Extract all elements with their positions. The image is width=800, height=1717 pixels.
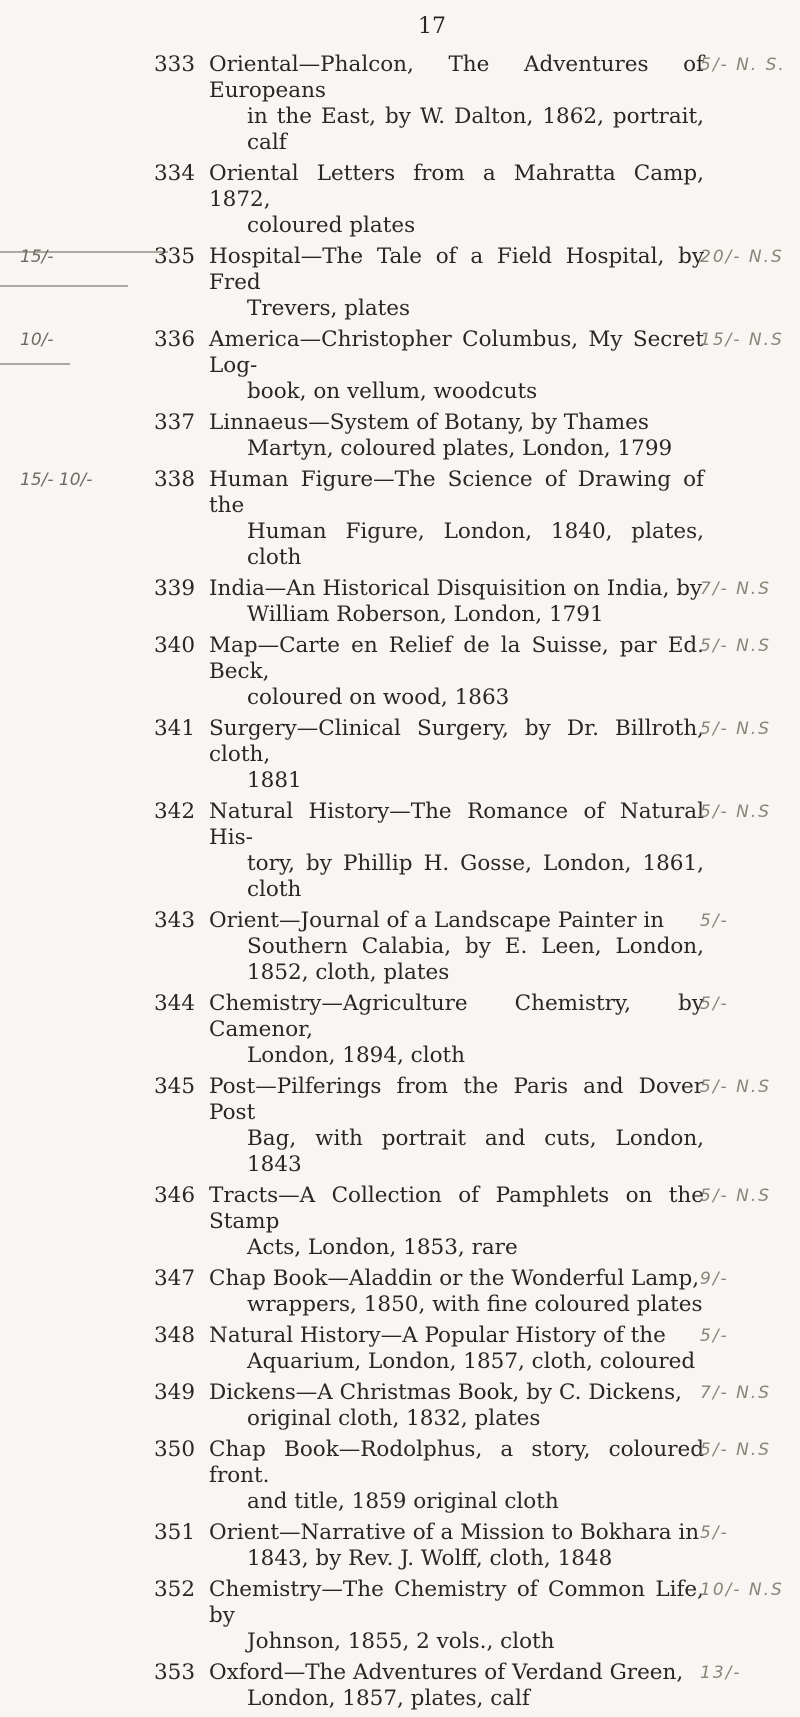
lot-continuation-line: Martyn, coloured plates, London, 1799 (247, 436, 673, 461)
lot-continuation-line: original cloth, 1832, plates (247, 1406, 541, 1431)
lot-continuation-line: London, 1894, cloth (247, 1043, 466, 1068)
lot-description (209, 1520, 704, 1572)
lot-description (209, 908, 704, 986)
handwritten-margin-note: 15/- (20, 247, 54, 267)
lot-description (209, 716, 704, 794)
catalogue-entry (0, 1323, 800, 1375)
catalogue-entries (0, 52, 800, 1717)
lot-number: 350 (154, 1437, 196, 1462)
lot-title-line: Orient—Narrative of a Mission to Bokhara in (209, 1520, 700, 1545)
handwritten-price: 5/- (700, 994, 729, 1014)
lot-description (209, 244, 704, 322)
handwritten-price: 5/- N.S (700, 1186, 771, 1206)
catalogue-entry (0, 716, 800, 794)
handwritten-price: 5/- (700, 1326, 729, 1346)
lot-continuation-line: book, on vellum, woodcuts (247, 379, 538, 404)
catalogue-entry (0, 799, 800, 903)
lot-continuation-line: wrappers, 1850, with fine coloured plates (247, 1292, 703, 1317)
lot-title-line: Map—Carte en Relief de la Suisse, par Ed. Beck, (209, 633, 704, 684)
lot-title-line: America—Christopher Columbus, My Secret Log- (209, 327, 704, 378)
lot-title-line: Surgery—Clinical Surgery, by Dr. Billroth, cloth, (209, 716, 704, 767)
lot-number: 348 (154, 1323, 196, 1348)
handwritten-price: 9/- (700, 1269, 729, 1289)
lot-title-line: Natural History—A Popular History of the (209, 1323, 666, 1348)
lot-title-line: Natural History—The Romance of Natural His- (209, 799, 704, 850)
catalogue-entry (0, 576, 800, 628)
lot-number: 346 (154, 1183, 196, 1208)
lot-title-line: India—An Historical Disquisition on India, by (209, 576, 703, 601)
lot-title-line: Chemistry—The Chemistry of Common Life, by (209, 1577, 704, 1628)
lot-description (209, 1380, 704, 1432)
handwritten-price: 7/- N.S (700, 1383, 771, 1403)
lot-number: 347 (154, 1266, 196, 1291)
handwritten-price: 20/- N.S (700, 247, 784, 267)
catalogue-entry (0, 908, 800, 986)
lot-continuation-line: Southern Calabia, by E. Leen, London, 1852, cloth, plates (247, 934, 704, 985)
lot-continuation-line: London, 1857, plates, calf (247, 1686, 530, 1711)
catalogue-entry (0, 1074, 800, 1178)
lot-description (209, 799, 704, 903)
lot-number: 342 (154, 799, 196, 824)
lot-number: 338 (154, 467, 196, 492)
lot-number: 337 (154, 410, 196, 435)
lot-continuation-line: Trevers, plates (247, 296, 411, 321)
handwritten-price: 5/- N. S. (700, 55, 786, 75)
lot-description (209, 633, 704, 711)
lot-continuation-line: tory, by Phillip H. Gosse, London, 1861, cloth (247, 851, 704, 902)
catalogue-entry (0, 1577, 800, 1655)
handwritten-price: 15/- N.S (700, 330, 784, 350)
handwritten-margin-note: 10/- (20, 330, 54, 350)
lot-number: 352 (154, 1577, 196, 1602)
lot-description (209, 1074, 704, 1178)
page-number: 17 (418, 14, 446, 39)
catalogue-entry (0, 467, 800, 571)
lot-description (209, 1437, 704, 1515)
lot-title-line: Chap Book—Rodolphus, a story, coloured front. (209, 1437, 704, 1488)
catalogue-entry (0, 52, 800, 156)
handwritten-price: 5/- N.S (700, 719, 771, 739)
lot-number: 336 (154, 327, 196, 352)
catalogue-entry (0, 1183, 800, 1261)
lot-description (209, 1266, 704, 1318)
catalogue-entry (0, 1437, 800, 1515)
catalogue-entry (0, 410, 800, 462)
lot-description (209, 410, 704, 462)
lot-continuation-line: 1881 (247, 768, 302, 793)
lot-continuation-line: in the East, by W. Dalton, 1862, portrait, calf (247, 104, 704, 155)
lot-title-line: Oriental Letters from a Mahratta Camp, 1872, (209, 161, 704, 212)
lot-number: 333 (154, 52, 196, 77)
handwritten-price: 13/- (700, 1663, 742, 1683)
handwritten-price: 5/- N.S (700, 1077, 771, 1097)
handwritten-price: 10/- N.S (700, 1580, 784, 1600)
lot-number: 349 (154, 1380, 196, 1405)
catalogue-entry (0, 1266, 800, 1318)
lot-continuation-line: Aquarium, London, 1857, cloth, coloured (247, 1349, 696, 1374)
lot-continuation-line: coloured plates (247, 213, 416, 238)
lot-number: 345 (154, 1074, 196, 1099)
lot-description (209, 1323, 704, 1375)
lot-description (209, 576, 704, 628)
catalogue-entry (0, 327, 800, 405)
lot-continuation-line: and title, 1859 original cloth (247, 1489, 559, 1514)
catalogue-entry (0, 161, 800, 239)
catalogue-entry (0, 991, 800, 1069)
catalogue-entry (0, 633, 800, 711)
handwritten-price: 5/- (700, 1523, 729, 1543)
lot-number: 339 (154, 576, 196, 601)
lot-number: 341 (154, 716, 196, 741)
lot-title-line: Oriental—Phalcon, The Adventures of Europeans (209, 52, 704, 103)
lot-number: 335 (154, 244, 196, 269)
lot-number: 344 (154, 991, 196, 1016)
lot-description (209, 1183, 704, 1261)
lot-continuation-line: Acts, London, 1853, rare (247, 1235, 518, 1260)
catalogue-entry (0, 1380, 800, 1432)
lot-description (209, 161, 704, 239)
lot-title-line: Orient—Journal of a Landscape Painter in (209, 908, 665, 933)
lot-continuation-line: Human Figure, London, 1840, plates, cloth (247, 519, 704, 570)
lot-title-line: Oxford—The Adventures of Verdand Green, (209, 1660, 684, 1685)
lot-description (209, 52, 704, 156)
lot-continuation-line: 1843, by Rev. J. Wolff, cloth, 1848 (247, 1546, 613, 1571)
handwritten-price: 7/- N.S (700, 579, 771, 599)
handwritten-price: 5/- (700, 911, 729, 931)
lot-continuation-line: coloured on wood, 1863 (247, 685, 510, 710)
handwritten-price: 5/- N.S (700, 1440, 771, 1460)
lot-title-line: Tracts—A Collection of Pamphlets on the Stamp (209, 1183, 704, 1234)
lot-number: 340 (154, 633, 196, 658)
catalogue-entry (0, 244, 800, 322)
lot-title-line: Linnaeus—System of Botany, by Thames (209, 410, 649, 435)
catalogue-entry (0, 1660, 800, 1712)
lot-title-line: Hospital—The Tale of a Field Hospital, by Fred (209, 244, 704, 295)
handwritten-margin-note: 15/- 10/- (20, 470, 93, 490)
lot-title-line: Chap Book—Aladdin or the Wonderful Lamp, (209, 1266, 700, 1291)
lot-number: 353 (154, 1660, 196, 1685)
lot-description (209, 1660, 704, 1712)
lot-description (209, 327, 704, 405)
lot-description (209, 467, 704, 571)
lot-continuation-line: Bag, with portrait and cuts, London, 1843 (247, 1126, 704, 1177)
lot-continuation-line: Johnson, 1855, 2 vols., cloth (247, 1629, 555, 1654)
lot-continuation-line: William Roberson, London, 1791 (247, 602, 604, 627)
lot-number: 334 (154, 161, 196, 186)
lot-title-line: Chemistry—Agriculture Chemistry, by Camenor, (209, 991, 704, 1042)
lot-number: 351 (154, 1520, 196, 1545)
lot-title-line: Human Figure—The Science of Drawing of the (209, 467, 704, 518)
handwritten-price: 5/- N.S (700, 802, 771, 822)
lot-title-line: Dickens—A Christmas Book, by C. Dickens, (209, 1380, 682, 1405)
lot-number: 343 (154, 908, 196, 933)
catalogue-entry (0, 1520, 800, 1572)
lot-description (209, 1577, 704, 1655)
handwritten-price: 5/- N.S (700, 636, 771, 656)
lot-title-line: Post—Pilferings from the Paris and Dover Post (209, 1074, 704, 1125)
lot-description (209, 991, 704, 1069)
